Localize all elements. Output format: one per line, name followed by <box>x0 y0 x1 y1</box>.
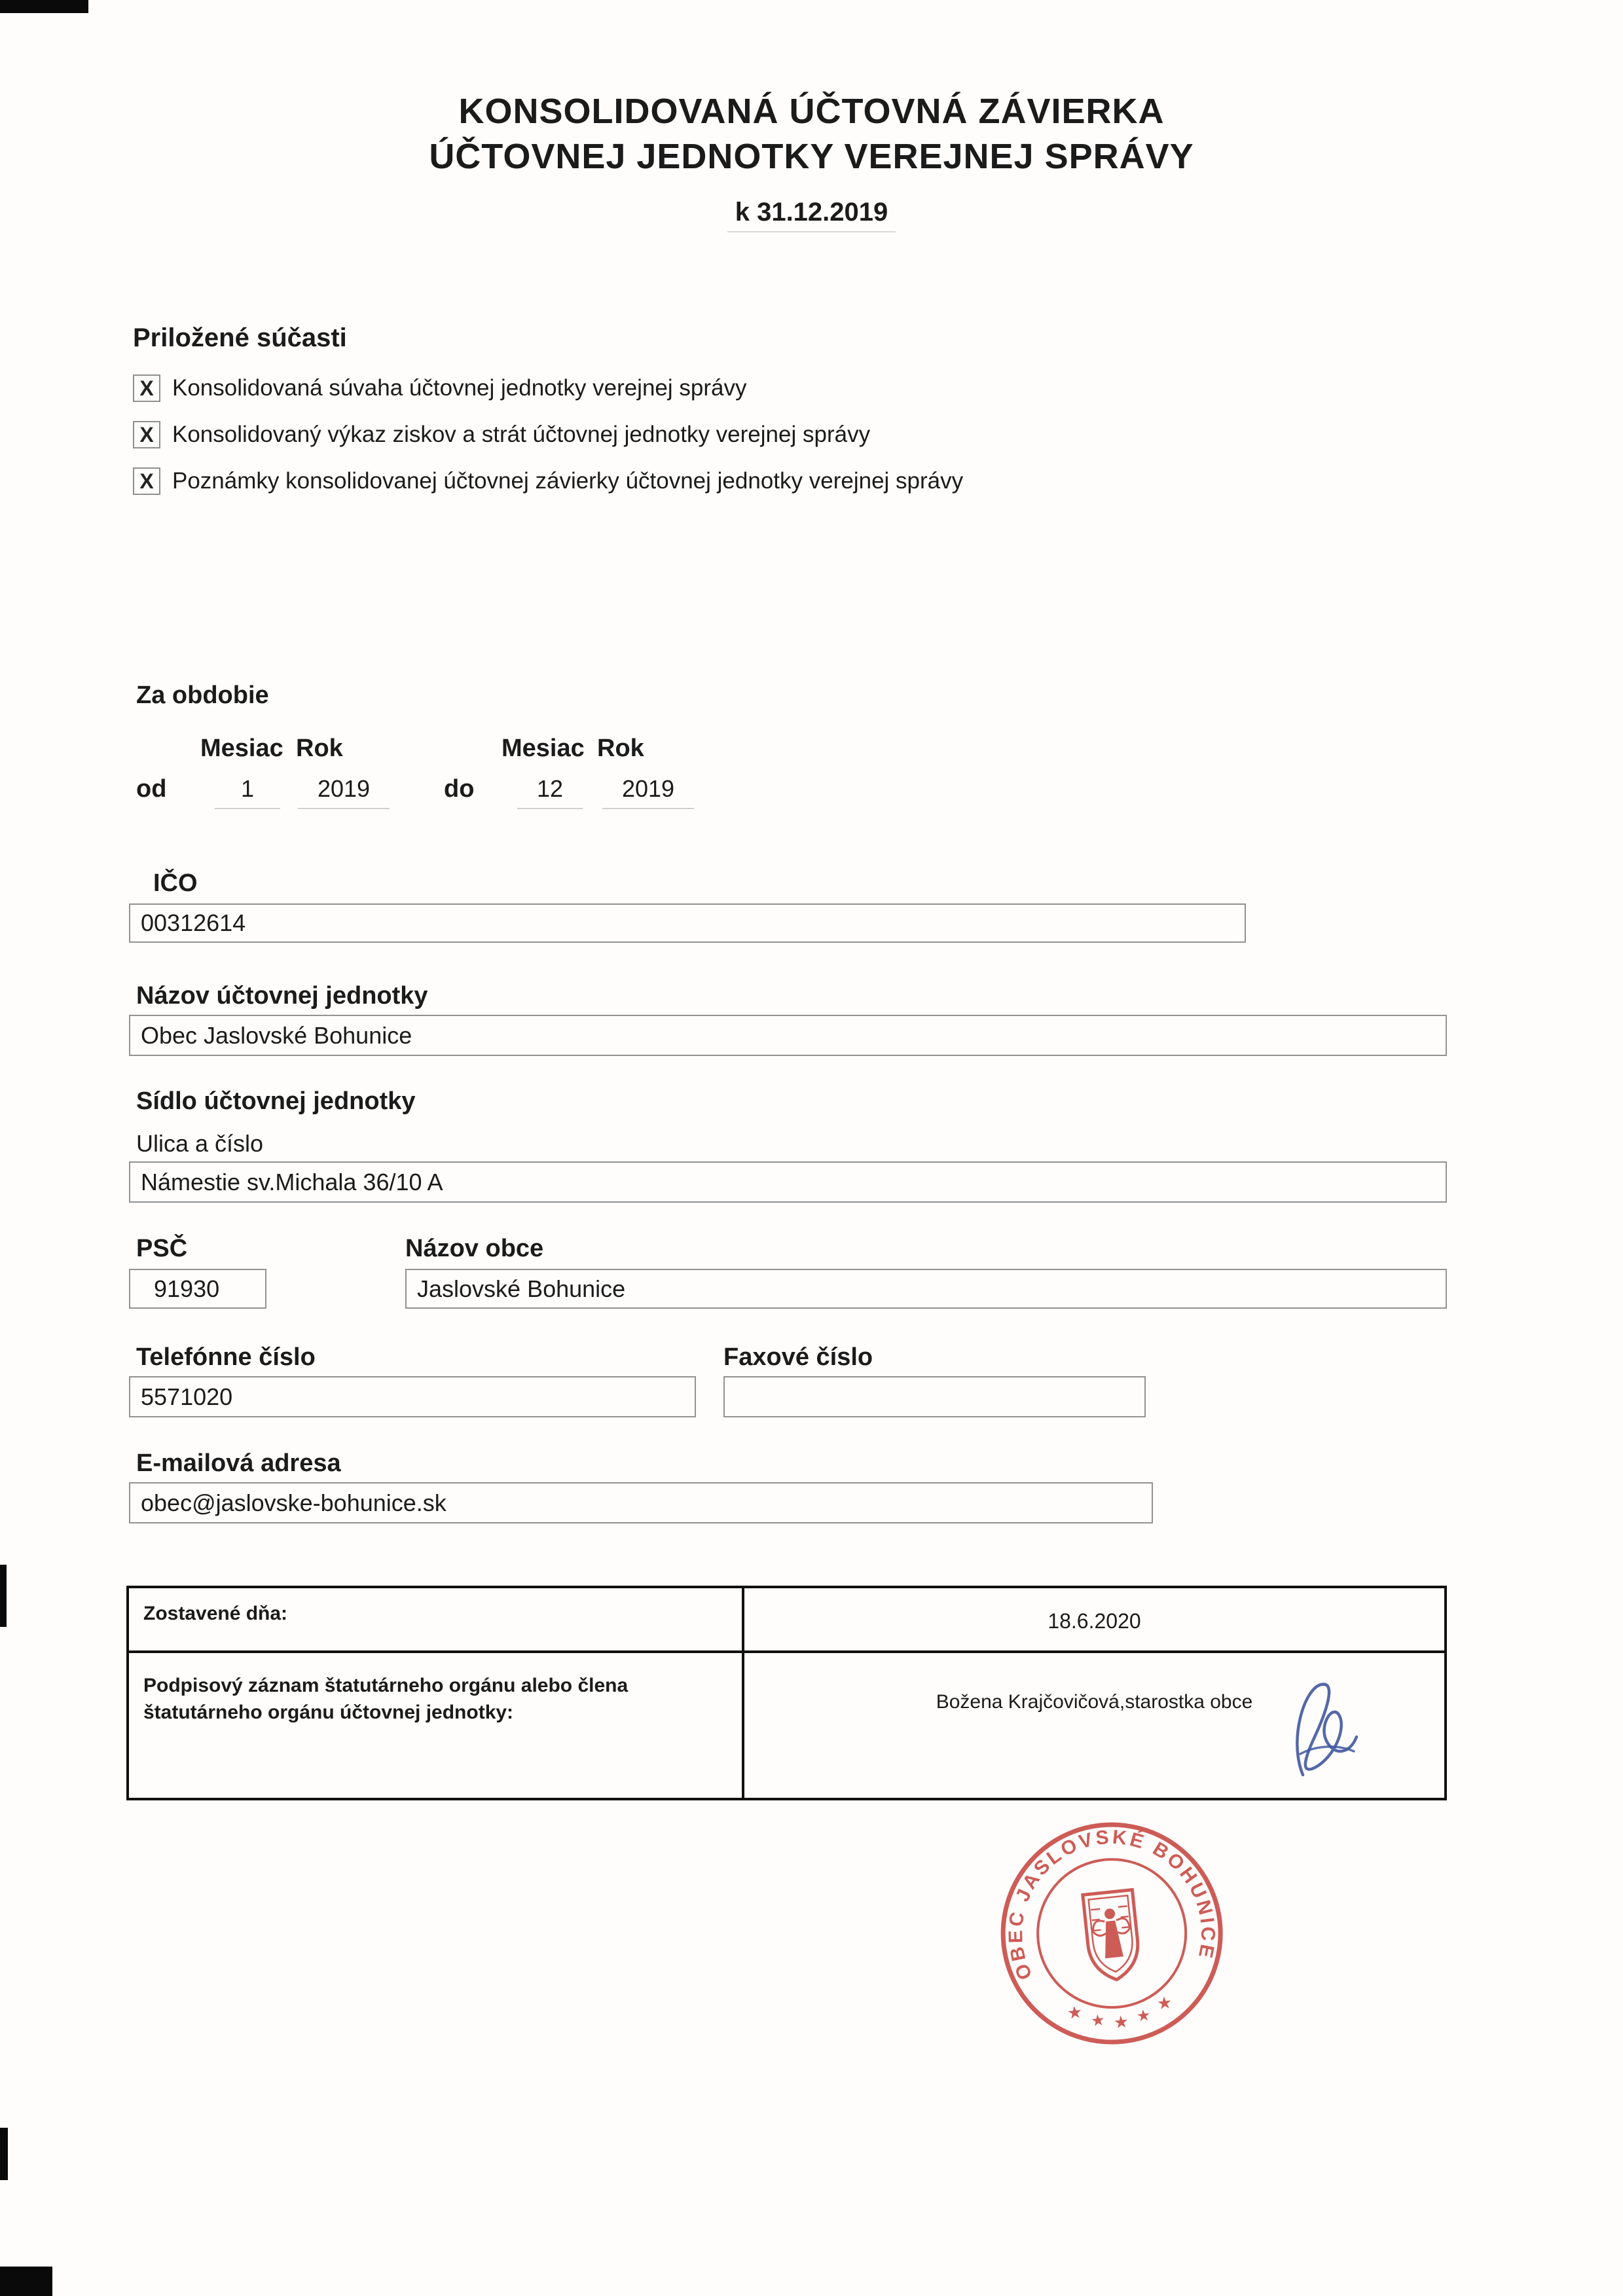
page-title-line1: KONSOLIDOVANÁ ÚČTOVNÁ ZÁVIERKA <box>458 92 1165 131</box>
fax-label: Faxové číslo <box>723 1343 873 1371</box>
compiled-date-label-cell <box>129 1588 744 1653</box>
period-to-year: 2019 <box>602 775 694 809</box>
email-label: E-mailová adresa <box>136 1449 341 1477</box>
stamp-graphic <box>972 1793 1254 2093</box>
compiled-date-value: 18.6.2020 <box>1048 1609 1141 1633</box>
signatory-label-cell <box>129 1653 744 1798</box>
attachments-heading: Priložené súčasti <box>133 323 347 352</box>
attachment-item <box>133 467 963 496</box>
phone-label: Telefónne číslo <box>136 1343 316 1371</box>
fax-field <box>723 1376 1146 1417</box>
entity-name-label: Názov účtovnej jednotky <box>136 982 428 1010</box>
stamp-text: OBEC JASLOVSKÉ BOHUNICE <box>1004 1826 1219 1983</box>
checkbox-profit-loss-statement: X <box>133 421 160 448</box>
period-month-header-to: Mesiac <box>501 735 585 762</box>
seat-label: Sídlo účtovnej jednotky <box>136 1087 416 1115</box>
stamp-star-icon: ★ <box>1135 2006 1152 2026</box>
entity-name-value: Obec Jaslovské Bohunice <box>141 1021 412 1049</box>
street-field <box>129 1161 1447 1203</box>
attachment-label: Konsolidovaná súvaha účtovnej jednotky verejnej správy <box>172 375 747 401</box>
ico-field <box>129 903 1246 943</box>
ico-label: IČO <box>153 869 198 897</box>
signature-table <box>126 1586 1447 1800</box>
attachment-label: Konsolidovaný výkaz ziskov a strát účtovnej jednotky verejnej správy <box>172 422 871 447</box>
town-field <box>405 1269 1447 1309</box>
checkbox-consolidated-balance: X <box>133 374 160 402</box>
ico-value: 00312614 <box>141 909 246 936</box>
handwritten-signature <box>1281 1671 1366 1796</box>
street-label: Ulica a číslo <box>136 1130 264 1157</box>
stamp-star-icon: ★ <box>1089 2011 1106 2031</box>
zip-label: PSČ <box>136 1235 188 1262</box>
period-from-month: 1 <box>215 775 280 809</box>
checkbox-notes: X <box>133 467 160 495</box>
period-from-year: 2019 <box>298 775 390 809</box>
town-value: Jaslovské Bohunice <box>417 1275 626 1302</box>
attachment-item <box>133 420 963 449</box>
period-to-month: 12 <box>517 775 583 809</box>
compiled-date-label: Zostavené dňa: <box>143 1603 288 1624</box>
stamp-star-icon: ★ <box>1156 1992 1173 2014</box>
municipal-stamp <box>972 1793 1254 2096</box>
signatory-value-cell <box>744 1653 1444 1798</box>
phone-field <box>129 1376 696 1417</box>
scan-artifact <box>0 1565 7 1627</box>
report-date: k 31.12.2019 <box>727 198 896 232</box>
compiled-date-value-cell <box>744 1588 1444 1653</box>
stamp-star-icon: ★ <box>1066 2001 1084 2023</box>
scan-artifact <box>0 2267 52 2296</box>
period-year-header-to: Rok <box>597 735 644 762</box>
town-label: Názov obce <box>405 1235 544 1262</box>
scan-artifact <box>0 0 88 13</box>
entity-name-field <box>129 1015 1447 1056</box>
period-month-header-from: Mesiac <box>200 735 283 762</box>
document-header <box>0 89 1623 232</box>
street-value: Námestie sv.Michala 36/10 A <box>141 1168 443 1195</box>
svg-text:OBEC JASLOVSKÉ BOHUNICE <box>994 1816 1222 1984</box>
period-heading: Za obdobie <box>136 682 269 709</box>
signatory-label: Podpisový záznam štatutárneho orgánu alebo člena štatutárneho orgánu účtovnej jednotky: <box>143 1675 629 1723</box>
scan-artifact <box>0 2128 8 2180</box>
attachments-section <box>133 323 963 513</box>
period-to-label: do <box>444 775 475 803</box>
zip-field <box>129 1269 266 1309</box>
email-field <box>129 1482 1153 1523</box>
attachment-item <box>133 374 963 403</box>
email-value: obec@jaslovske-bohunice.sk <box>141 1489 447 1516</box>
period-from-label: od <box>136 775 167 803</box>
attachment-label: Poznámky konsolidovanej účtovnej závierky účtovnej jednotky verejnej správy <box>172 468 964 494</box>
stamp-star-icon: ★ <box>1112 2011 1130 2033</box>
zip-value: 91930 <box>154 1275 220 1302</box>
page-title-line2: ÚČTOVNEJ JEDNOTKY VEREJNEJ SPRÁVY <box>429 137 1194 177</box>
signatory-value: Božena Krajčovičová,starostka obce <box>936 1691 1253 1713</box>
period-year-header-from: Rok <box>296 735 343 762</box>
phone-value: 5571020 <box>141 1383 233 1410</box>
